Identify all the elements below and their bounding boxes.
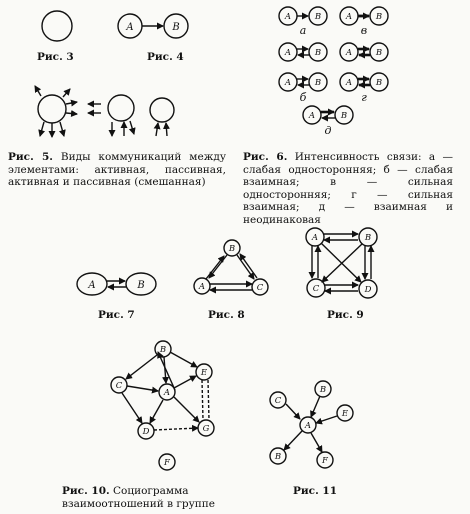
fig6-node: B <box>375 48 383 58</box>
fig6-letter-d: д <box>324 124 332 137</box>
fig11-node: B <box>274 452 282 462</box>
fig8-caption: Рис. 8 <box>208 309 245 321</box>
fig6-node: B <box>314 48 322 58</box>
fig8-node: A <box>198 282 206 292</box>
fig4-node-b: B <box>172 22 180 33</box>
fig6-caption-num: Рис. 6. <box>243 151 288 163</box>
fig6-node: A <box>284 78 292 88</box>
fig10-caption-text: Социограмма взаимоотношений в группе <box>62 485 216 510</box>
fig11-caption: Рис. 11 <box>293 485 337 497</box>
fig10-node: E <box>200 368 208 378</box>
fig9-node: D <box>364 285 372 295</box>
fig6-node: B <box>340 111 348 121</box>
fig11-node: E <box>341 409 349 419</box>
fig10-caption-num: Рис. 10. <box>62 485 110 497</box>
fig11-node: A <box>304 421 312 431</box>
fig8-node: B <box>228 244 236 254</box>
fig3-node <box>42 11 72 41</box>
fig7-node-b: B <box>137 280 145 291</box>
fig10-node: B <box>159 345 167 355</box>
fig11-diagram <box>270 381 353 468</box>
fig6-node: A <box>284 12 292 22</box>
fig3-caption: Рис. 3 <box>37 51 74 63</box>
fig6-node: A <box>345 12 353 22</box>
fig6-diagram <box>279 7 388 124</box>
fig6-node: A <box>308 111 316 121</box>
fig6-node: B <box>314 78 322 88</box>
fig10-node: D <box>142 427 150 437</box>
fig9-node: B <box>364 233 372 243</box>
fig9-node: C <box>312 284 320 294</box>
fig6-node: B <box>314 12 322 22</box>
fig6-letter-b: б <box>299 91 307 104</box>
fig7-node-a: A <box>88 280 96 291</box>
fig11-node: B <box>319 385 327 395</box>
fig5-caption-num: Рис. 5. <box>8 151 53 163</box>
fig9-node: A <box>311 233 319 243</box>
fig6-node: A <box>345 78 353 88</box>
fig6-caption <box>243 151 453 226</box>
fig10-diagram <box>111 341 214 470</box>
fig6-node: A <box>284 48 292 58</box>
fig6-node: A <box>345 48 353 58</box>
fig5-caption <box>8 151 226 189</box>
fig10-node: C <box>115 381 123 391</box>
fig10-node: F <box>164 458 170 468</box>
fig11-node: F <box>322 456 328 466</box>
fig6-letter-g: г <box>361 91 367 104</box>
fig10-node: G <box>202 424 210 434</box>
fig8-node: C <box>256 283 264 293</box>
fig4-node-a: A <box>126 22 134 33</box>
fig4-caption: Рис. 4 <box>147 51 184 63</box>
fig6-node: B <box>375 78 383 88</box>
fig6-letter-a: а <box>299 24 307 37</box>
fig6-node: B <box>375 12 383 22</box>
fig10-node: A <box>163 388 171 398</box>
fig9-caption: Рис. 9 <box>327 309 364 321</box>
fig5-diagram <box>35 86 174 137</box>
fig6-caption-text: Интенсивность связи: а — слабая односторонняя; б — слабая взаимная; в — сильная односторонняя; г — сильная взаимная; д — взаимная и неодинаковая <box>243 151 453 226</box>
fig7-caption: Рис. 7 <box>98 309 135 321</box>
fig6-letter-v: в <box>360 24 368 37</box>
fig11-node: C <box>274 396 282 406</box>
fig5-caption-text: Виды коммуникаций между элементами: активная, пассивная, активная и пассивная (смешанная) <box>8 151 226 188</box>
fig10-caption <box>62 485 242 510</box>
